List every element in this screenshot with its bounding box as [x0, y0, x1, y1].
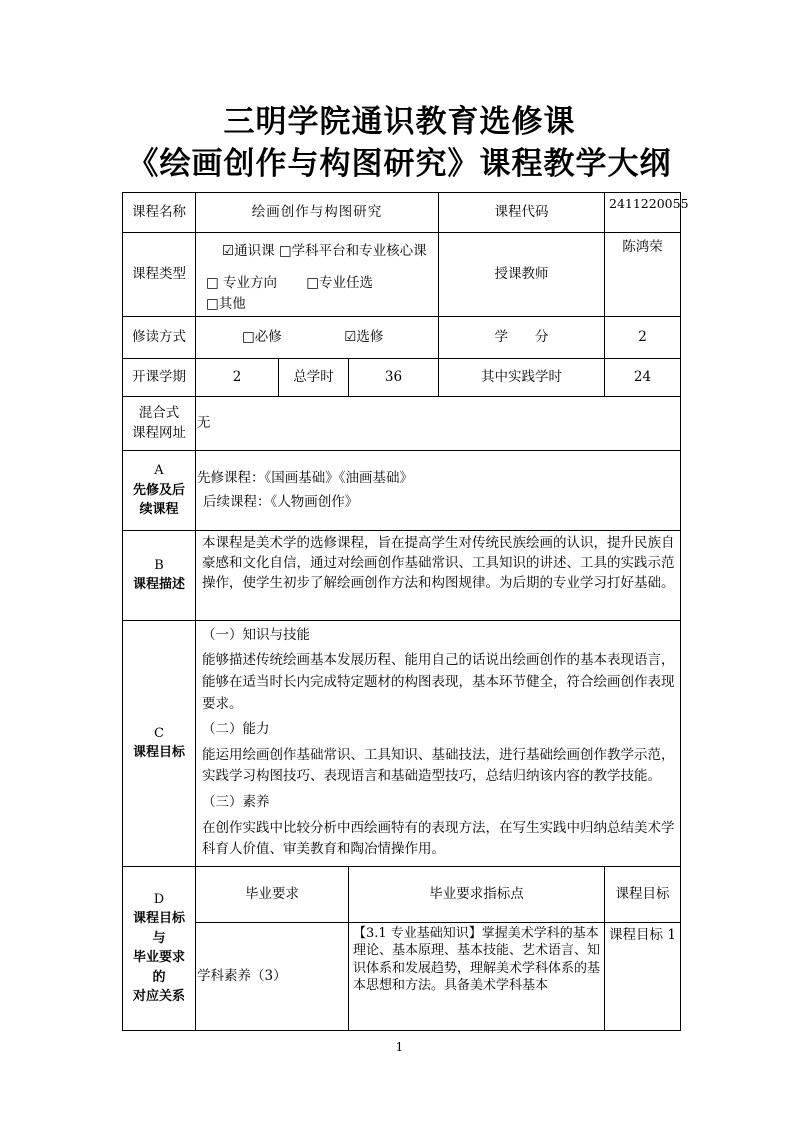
page-number: 1: [395, 1040, 404, 1054]
follow-up-courses: 后续课程：《人物画创作》: [203, 494, 359, 511]
section-d-header-row: [123, 866, 681, 922]
syllabus-table: [122, 192, 689, 1031]
section-d-label: [123, 866, 196, 1030]
credit-label: 学 分: [439, 316, 605, 358]
option-required: □必修: [242, 329, 282, 346]
section-b-label-text: 课程描述: [132, 577, 185, 593]
section-c-label: [123, 620, 196, 866]
section-c-label-text: 课程目标: [132, 745, 185, 761]
requirement-indicator-value: 【3.1 专业基础知识】掌握美术学科的基本理论、基本原理、基本技能、艺术语言、知识体系和发展趋势，理解美术学科体系的基本思想和方法。具备美术学科基本: [349, 922, 605, 1030]
section-b-label: [123, 530, 196, 620]
course-type-options-line1: ☑通识课 □学科平台和专业核心课: [222, 243, 427, 259]
semester-value: 2: [196, 358, 279, 396]
objective-text-ability: 能运用绘画创作基础常识、工具知识、基础技法，进行基础绘画创作教学示范，实践学习构图技巧、表现语言和基础造型技巧，总结归纳该内容的教学技能。: [202, 746, 675, 785]
option-elective: ☑选修: [344, 329, 384, 346]
mixed-url-value: 无: [196, 396, 681, 450]
study-mode-options: [196, 316, 439, 358]
section-a-label: [123, 450, 196, 530]
row-mixed-url: [123, 396, 681, 450]
section-d-row-1: [123, 922, 681, 1030]
objective-heading-knowledge: （一）知识与技能: [202, 626, 310, 643]
objective-text-knowledge: 能够描述传统绘画基本发展历程、能用自己的话说出绘画创作的基本表现语言，能够在适当时长内完成特定题材的构图表现，基本环节健全，符合绘画创作表现要求。: [202, 652, 675, 712]
section-d-label-line3: 对应关系: [132, 989, 185, 1005]
credit-value: 2: [605, 316, 681, 358]
section-b-letter: B: [154, 557, 164, 573]
section-a-label-line1: 先修及后: [132, 482, 185, 498]
total-hours-value: 36: [349, 358, 439, 396]
practice-hours-value: 24: [605, 358, 681, 396]
header-requirement-indicator: 毕业要求指标点: [349, 866, 605, 922]
row-course-name: [123, 193, 681, 233]
section-b: [123, 530, 681, 620]
section-c-letter: C: [154, 725, 164, 741]
objective-heading-ability: （二）能力: [202, 721, 270, 738]
objective-text-literacy: 在创作实践中比较分析中西绘画特有的表现方法，在写生实践中归纳总结美术学科育人价值、审美教育和陶冶情操作用。: [202, 819, 675, 858]
prerequisite-courses: 先修课程：《国画基础》《油画基础》: [197, 470, 413, 486]
course-name-label: 课程名称: [123, 193, 196, 233]
objective-heading-literacy: （三）素养: [202, 793, 270, 810]
practice-hours-label: 其中实践学时: [439, 358, 605, 396]
option-major-elective: □专业任选: [306, 275, 374, 292]
section-d-label-line2: 毕业要求的: [132, 950, 185, 985]
header-course-goal: 课程目标: [605, 866, 681, 922]
row-study-mode: [123, 316, 681, 358]
mixed-url-label: [123, 396, 196, 450]
document-title-line2: 《绘画创作与构图研究》课程教学大纲: [127, 146, 672, 182]
course-objectives: [196, 620, 681, 866]
document-title-line1: 三明学院通识教育选修课: [223, 104, 576, 140]
mixed-url-label-line2: 课程网址: [132, 425, 186, 442]
course-description: 本课程是美术学的选修课程，旨在提高学生对传统民族绘画的认识，提升民族自豪感和文化自信，通过对绘画创作基础常识、工具知识的讲述、工具的实践示范操作，使学生初步了解绘画创作方法和构图规律。为后期的专业学习打好基础。: [196, 530, 681, 620]
graduation-requirement-value: 学科素养（3）: [196, 922, 349, 1030]
total-hours-label: 总学时: [279, 358, 349, 396]
header-graduation-requirement: 毕业要求: [196, 866, 349, 922]
option-other: □其他: [206, 295, 246, 312]
course-type-options: [196, 233, 439, 317]
teacher-value: 陈鸿荣: [605, 233, 681, 317]
option-major-direction: □ 专业方向: [206, 275, 278, 292]
semester-label: 开课学期: [123, 358, 196, 396]
teacher-label: 授课教师: [439, 233, 605, 317]
course-goal-value: 课程目标 1: [605, 922, 681, 1030]
row-semester: [123, 358, 681, 396]
mixed-url-label-line1: 混合式: [138, 405, 180, 421]
section-a-letter: A: [154, 463, 164, 478]
course-code-value: 2411220055: [605, 193, 681, 233]
section-c: [123, 620, 681, 866]
course-type-options-line2: [200, 273, 434, 314]
section-d-label-line1: 课程目标与: [132, 911, 185, 946]
section-a-content: [196, 450, 681, 530]
course-name-value: 绘画创作与构图研究: [196, 193, 439, 233]
row-course-type: [123, 233, 681, 317]
course-type-label: 课程类型: [123, 233, 196, 317]
study-mode-label: 修读方式: [123, 316, 196, 358]
section-a-label-line2: 续课程: [139, 502, 179, 517]
section-d-letter: D: [153, 891, 165, 907]
course-code-label: 课程代码: [439, 193, 605, 233]
section-a: [123, 450, 681, 530]
